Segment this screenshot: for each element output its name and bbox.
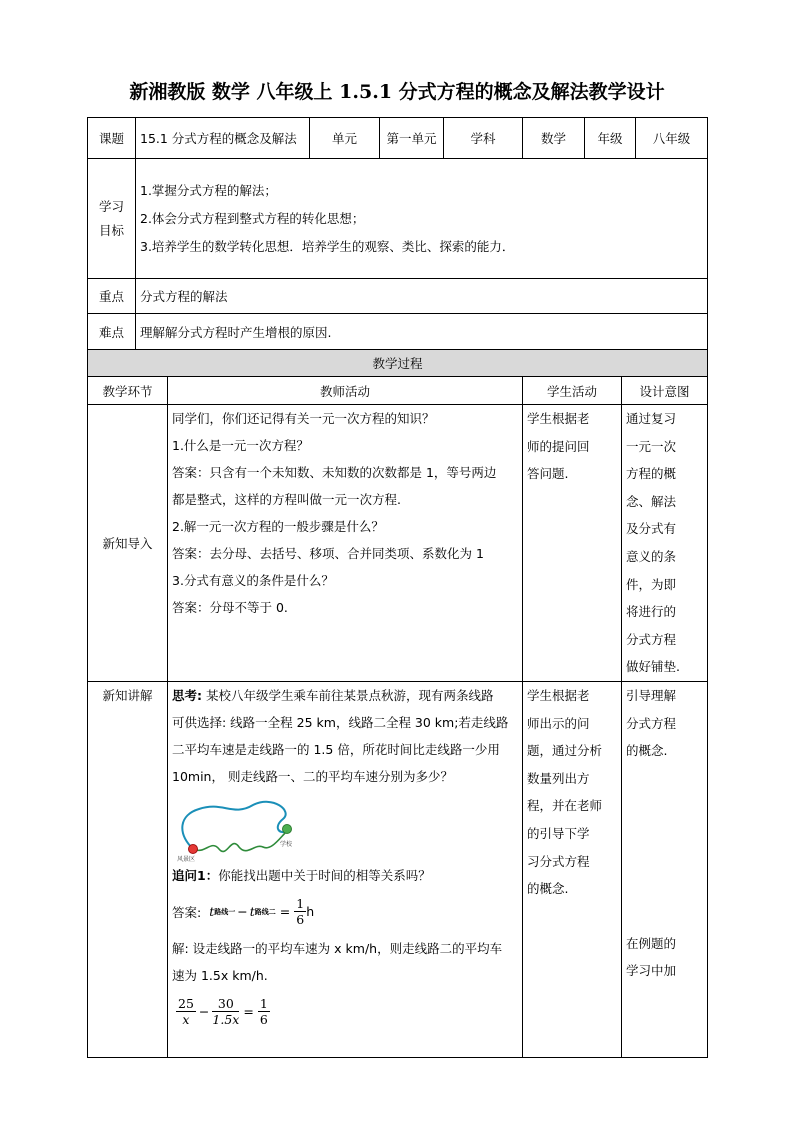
- explain-student-line: 的引导下学: [527, 825, 590, 841]
- intro-intent-line: 念、解法: [626, 493, 677, 509]
- intro-intent-line: 意义的条: [626, 548, 677, 564]
- followup-text: 你能找出题中关于时间的相等关系吗？: [218, 867, 431, 883]
- school-marker: [283, 824, 292, 833]
- unit-label: 单元: [310, 118, 380, 159]
- unit-value: 第一单元: [380, 118, 444, 159]
- explain-student-line: 的概念.: [527, 881, 569, 897]
- goal-item: 1.掌握分式方程的解法；: [140, 182, 277, 198]
- eq-unit: h: [306, 904, 315, 920]
- explain-intent-line: 学习中加: [626, 963, 677, 979]
- scenic-label: 风景区: [177, 855, 196, 863]
- solve-line: 速为 1.5x km/h.: [172, 967, 268, 983]
- difficulty-label: 难点: [88, 314, 136, 350]
- think-line: 可供选择: 线路一全程 25 km，线路二全程 30 km;若走线路: [172, 714, 509, 730]
- eq-t1: t: [209, 904, 215, 920]
- school-label: 学校: [280, 840, 293, 848]
- explain-student-line: 习分式方程: [527, 853, 590, 869]
- solve-line: 解: 设走线路一的平均车速为 x km/h，则走线路二的平均车: [172, 940, 503, 956]
- scenic-marker: [189, 844, 198, 853]
- answer-label: 答案:: [172, 904, 202, 920]
- goal-item: 2.体会分式方程到整式方程的转化思想；: [140, 210, 365, 226]
- intro-intent-line: 一元一次: [626, 438, 677, 454]
- key-point-value: 分式方程的解法: [136, 279, 708, 314]
- explain-student-line: 数量列出方: [527, 770, 590, 786]
- eq2-frac-2: $\frac{30}{1.5x}$: [212, 996, 240, 1028]
- explain-intent-line: 分式方程: [626, 715, 677, 731]
- intro-intent-line: 件，为即: [626, 576, 677, 592]
- eq2-minus: −: [198, 1004, 210, 1020]
- course-value: 15.1 分式方程的概念及解法: [136, 118, 310, 159]
- intro-intent-line: 做好铺垫.: [626, 659, 680, 675]
- intro-teacher-line: 答案：去分母、去括号、移项、合并同类项、系数化为 1: [172, 546, 484, 561]
- eq-fraction: $\frac{1}{6}$: [296, 896, 305, 928]
- goals-label-text: 学习目标: [98, 198, 124, 238]
- eq-t2: t: [249, 904, 255, 920]
- col-teacher: 教师活动: [168, 377, 523, 405]
- grade-value: 八年级: [636, 118, 708, 159]
- intro-teacher-line: 答案：分母不等于 0.: [172, 600, 288, 615]
- route-map-figure: [175, 791, 315, 863]
- difficulty-value: 理解解分式方程时产生增根的原因.: [136, 314, 708, 350]
- eq-sub2: 路线二: [254, 907, 276, 916]
- explain-intent-line: 在例题的: [626, 935, 677, 951]
- eq-minus: −: [237, 904, 248, 920]
- explain-intent: [622, 681, 708, 1057]
- stage-intro: 新知导入: [88, 405, 168, 682]
- intro-student-line: 学生根据老: [527, 411, 590, 426]
- stage-explain: 新知讲解: [88, 681, 168, 1057]
- think-line: 二平均车速是走线路一的 1.5 倍，所花时间比走线路一少用: [172, 741, 500, 757]
- intro-intent-line: 通过复习: [626, 411, 677, 426]
- lesson-plan-table: [87, 117, 708, 1058]
- goal-item: 3.培养学生的数学转化思想．培养学生的观察、类比、探索的能力．: [140, 238, 515, 254]
- equation-time: [172, 889, 518, 935]
- grade-label: 年级: [585, 118, 636, 159]
- course-label: 课题: [88, 118, 136, 159]
- explain-student-line: 题，通过分析: [527, 743, 603, 759]
- process-heading: 教学过程: [88, 350, 708, 377]
- explain-student: [523, 681, 622, 1057]
- intro-teacher-line: 1.什么是一元一次方程？: [172, 438, 309, 453]
- eq-equals: =: [279, 904, 291, 920]
- explain-student-line: 程，并在老师: [527, 798, 603, 814]
- key-point-label: 重点: [88, 279, 136, 314]
- col-intent: 设计意图: [622, 377, 708, 405]
- eq2-frac-3: $\frac{1}{6}$: [259, 996, 268, 1028]
- subject-value: 数学: [523, 118, 585, 159]
- intro-teacher-line: 2.解一元一次方程的一般步骤是什么？: [172, 519, 384, 534]
- intro-intent-line: 分式方程: [626, 631, 677, 647]
- intro-teacher: [168, 405, 523, 682]
- document-title: 新湘教版 数学 八年级上 1.5.1 分式方程的概念及解法教学设计: [129, 81, 665, 103]
- goals-label: [88, 159, 136, 279]
- intro-intent: [622, 405, 708, 682]
- followup-label: 追问1：: [172, 867, 219, 883]
- col-stage: 教学环节: [88, 377, 168, 405]
- explain-student-line: 师出示的问: [527, 715, 590, 731]
- eq-sub1: 路线一: [214, 907, 236, 916]
- intro-student: [523, 405, 622, 682]
- explain-student-line: 学生根据老: [527, 687, 590, 703]
- intro-intent-line: 方程的概: [626, 466, 677, 482]
- intro-student-line: 答问题.: [527, 466, 569, 482]
- route-two-path: [193, 831, 287, 852]
- route-one-path: [182, 802, 287, 849]
- explain-intent-line: 的概念.: [626, 743, 668, 759]
- col-student: 学生活动: [523, 377, 622, 405]
- equation-main: [176, 989, 518, 1035]
- intro-teacher-line: 答案：只含有一个未知数、未知数的次数都是 1，等号两边: [172, 465, 497, 480]
- explain-teacher: [168, 681, 523, 1057]
- intro-teacher-line: 3.分式有意义的条件是什么？: [172, 573, 334, 588]
- explain-intent-line: 引导理解: [626, 687, 677, 703]
- think-line: 某校八年级学生乘车前往某景点秋游，现有两条线路: [202, 687, 494, 703]
- goals-cell: [136, 159, 708, 279]
- think-label: 思考:: [172, 687, 202, 703]
- eq2-equals: =: [243, 1004, 254, 1020]
- think-line: 10min， 则走线路一、二的平均车速分别为多少？: [172, 768, 453, 784]
- intro-teacher-line: 都是整式，这样的方程叫做一元一次方程.: [172, 492, 401, 507]
- intro-teacher-line: 同学们，你们还记得有关一元一次方程的知识？: [172, 411, 435, 426]
- intro-intent-line: 及分式有: [626, 521, 677, 537]
- subject-label: 学科: [444, 118, 523, 159]
- eq2-frac-1: $\frac{25}{x}$: [178, 996, 194, 1028]
- intro-student-line: 师的提问回: [527, 438, 590, 454]
- intro-intent-line: 将进行的: [626, 604, 677, 620]
